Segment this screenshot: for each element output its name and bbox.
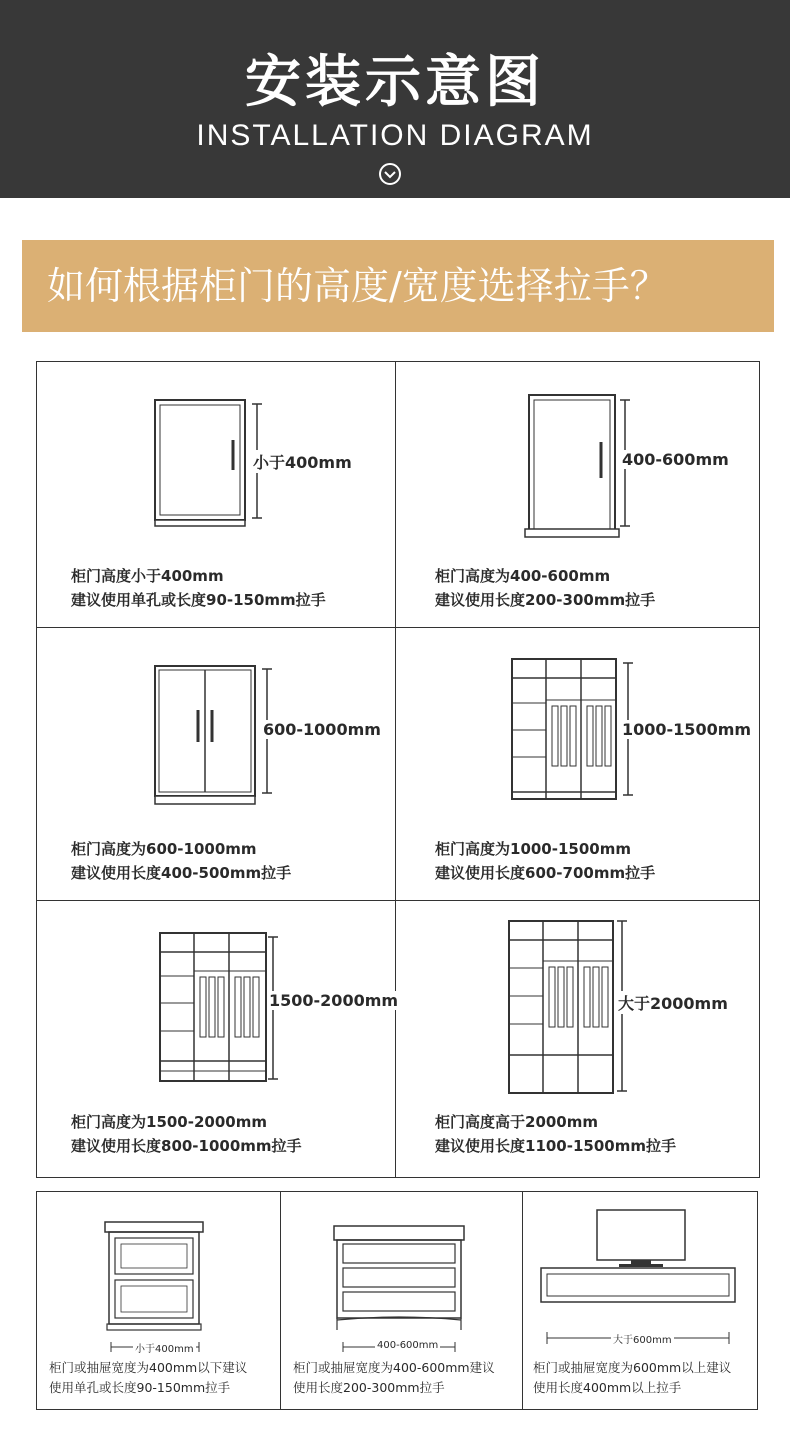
- measure-label: 大于2000mm: [616, 991, 730, 1014]
- width-dimension-label: 400-600mm: [377, 1340, 439, 1351]
- card-desc-line1: 柜门高度小于400mm: [71, 567, 224, 585]
- guide-card-400-600: [396, 362, 759, 628]
- card-desc-line2: 建议使用长度400-500mm拉手: [71, 864, 292, 882]
- measure-label: 400-600mm: [622, 450, 729, 469]
- card-desc-line1: 柜门高度为1500-2000mm: [71, 1113, 267, 1131]
- measure-label: 1500-2000mm: [269, 991, 399, 1010]
- width-dimension-label: 小于400mm: [133, 1340, 196, 1355]
- card-desc-line1: 柜门高度为1000-1500mm: [435, 840, 631, 858]
- width-desc-line1: 柜门或抽屉宽度为400-600mm建议: [293, 1360, 495, 1375]
- header-subtitle: INSTALLATION DIAGRAM: [196, 119, 594, 152]
- width-guide-row: [36, 1191, 758, 1410]
- width-card-400-600: [281, 1192, 523, 1409]
- width-desc-line1: 柜门或抽屉宽度为600mm以上建议: [533, 1360, 732, 1375]
- banner-text: 如何根据柜门的高度/宽度选择拉手？: [47, 264, 668, 308]
- width-card-over-600: [523, 1192, 757, 1409]
- header-title: 安装示意图: [245, 50, 545, 115]
- width-desc-line2: 使用长度200-300mm拉手: [293, 1380, 445, 1395]
- width-card-under-400: [37, 1192, 281, 1409]
- card-desc-line2: 建议使用长度600-700mm拉手: [435, 864, 656, 882]
- card-desc-line2: 建议使用长度200-300mm拉手: [435, 591, 656, 609]
- header: [0, 0, 790, 198]
- card-desc-line1: 柜门高度为600-1000mm: [71, 840, 257, 858]
- guide-card-under-400: [37, 362, 396, 628]
- chevron-down-circle-icon: [378, 162, 402, 186]
- guide-card-1000-1500: [396, 628, 759, 901]
- width-desc-line2: 使用长度400mm以上拉手: [533, 1380, 682, 1395]
- card-desc-line1: 柜门高度高于2000mm: [435, 1113, 599, 1131]
- question-banner: [22, 240, 774, 332]
- width-desc-line2: 使用单孔或长度90-150mm拉手: [49, 1380, 231, 1395]
- card-desc-line2: 建议使用长度1100-1500mm拉手: [435, 1137, 676, 1155]
- width-desc-line1: 柜门或抽屉宽度为400mm以下建议: [49, 1360, 248, 1375]
- card-desc-line2: 建议使用长度800-1000mm拉手: [71, 1137, 302, 1155]
- guide-card-600-1000: [37, 628, 396, 901]
- card-desc-line1: 柜门高度为400-600mm: [435, 567, 611, 585]
- measure-label: 600-1000mm: [263, 720, 381, 739]
- measure-label: 1000-1500mm: [622, 720, 752, 739]
- measure-label: 小于400mm: [251, 450, 354, 473]
- card-desc-line2: 建议使用单孔或长度90-150mm拉手: [71, 591, 326, 609]
- width-dimension-label: 大于600mm: [611, 1331, 674, 1346]
- guide-card-1500-2000: [37, 901, 399, 1177]
- guide-card-over-2000: [396, 901, 759, 1177]
- height-guide-grid: [36, 361, 760, 1178]
